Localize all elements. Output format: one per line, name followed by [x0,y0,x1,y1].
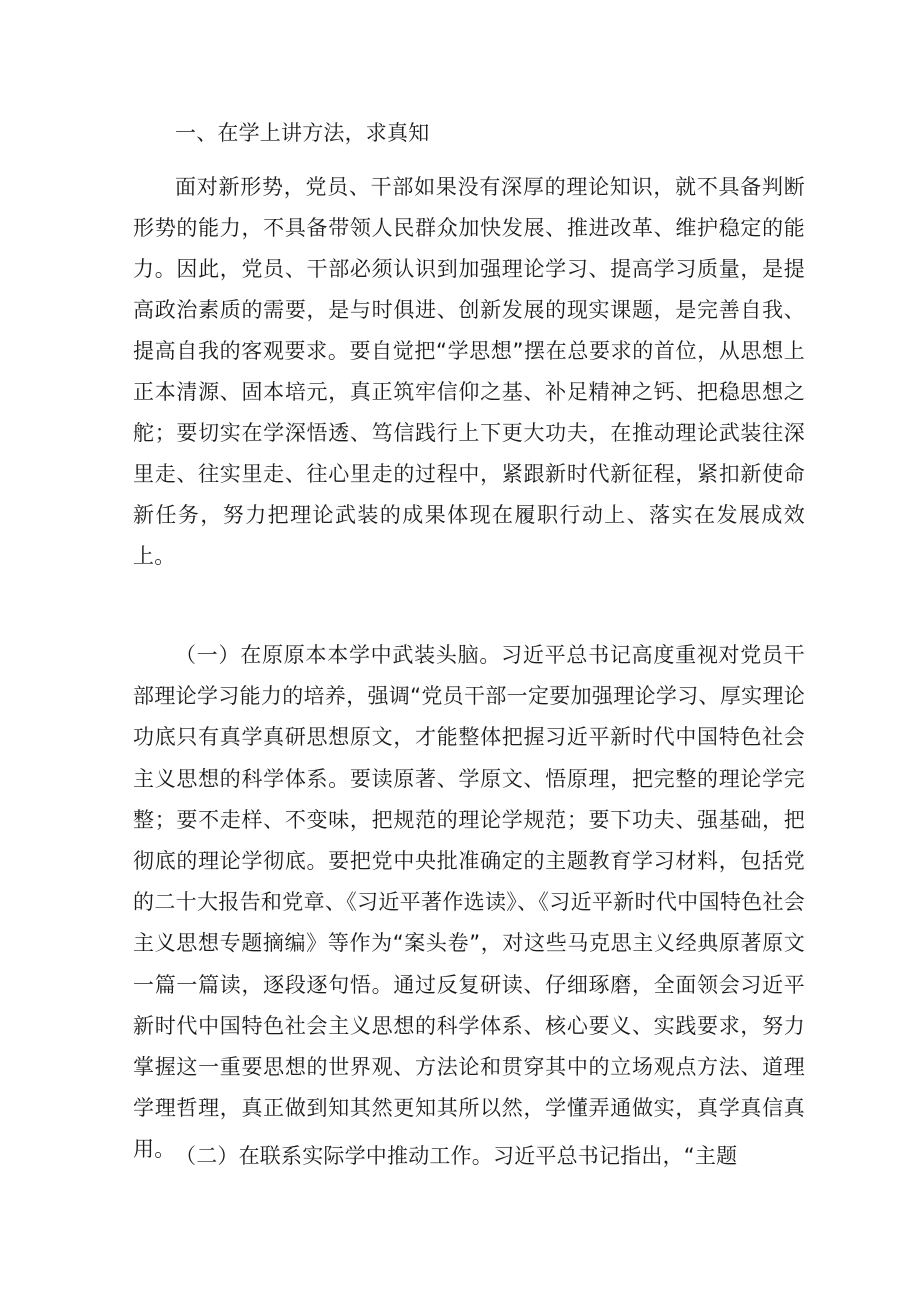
paragraph-subsection-1: （一）在原原本本学中武装头脑。习近平总书记高度重视对党员干部理论学习能力的培养，强调“党员干部一定要加强理论学习、厚实理论功底只有真学真研思想原文，才能整体把握习近平新时代中国特色社会主义思想的科学体系。要读原著、学原文、悟原理，把完整的理论学完整；要不走样、不变味，把规范的理论学规范；要下功夫、强基础，把彻底的理论学彻底。要把党中央批准确定的主题教育学习材料，包括党的二十大报告和党章、《习近平著作选读》、《习近平新时代中国特色社会主义思想专题摘编》等作为“案头卷”，对这些马克思主义经典原著原文一篇一篇读，逐段逐句悟。通过反复研读、仔细琢磨，全面领会习近平新时代中国特色社会主义思想的科学体系、核心要义、实践要求，努力掌握这一重要思想的世界观、方法论和贯穿其中的立场观点方法、道理学理哲理，真正做到知其然更知其所以然，学懂弄通做实，真学真信真用。 [133,643,805,1162]
paragraph-intro: 面对新形势，党员、干部如果没有深厚的理论知识，就不具备判断形势的能力，不具备带领人民群众加快发展、推进改革、维护稳定的能力。因此，党员、干部必须认识到加强理论学习、提高学习质量，是提高政治素质的需要，是与时俱进、创新发展的现实课题，是完善自我、提高自我的客观要求。要自觉把“学思想”摆在总要求的首位，从思想上正本清源、固本培元，真正筑牢信仰之基、补足精神之钙、把稳思想之舵；要切实在学深悟透、笃信践行上下更大功夫，在推动理论武装往深里走、往实里走、往心里走的过程中，紧跟新时代新征程，紧扣新使命新任务，努力把理论武装的成果体现在履职行动上、落实在发展成效上。 [133,175,805,568]
paragraph-subsection-2: （二）在联系实际学中推动工作。习近平总书记指出，“主题 [175,1144,738,1168]
section-heading: 一、在学上讲方法，求真知 [175,121,430,145]
